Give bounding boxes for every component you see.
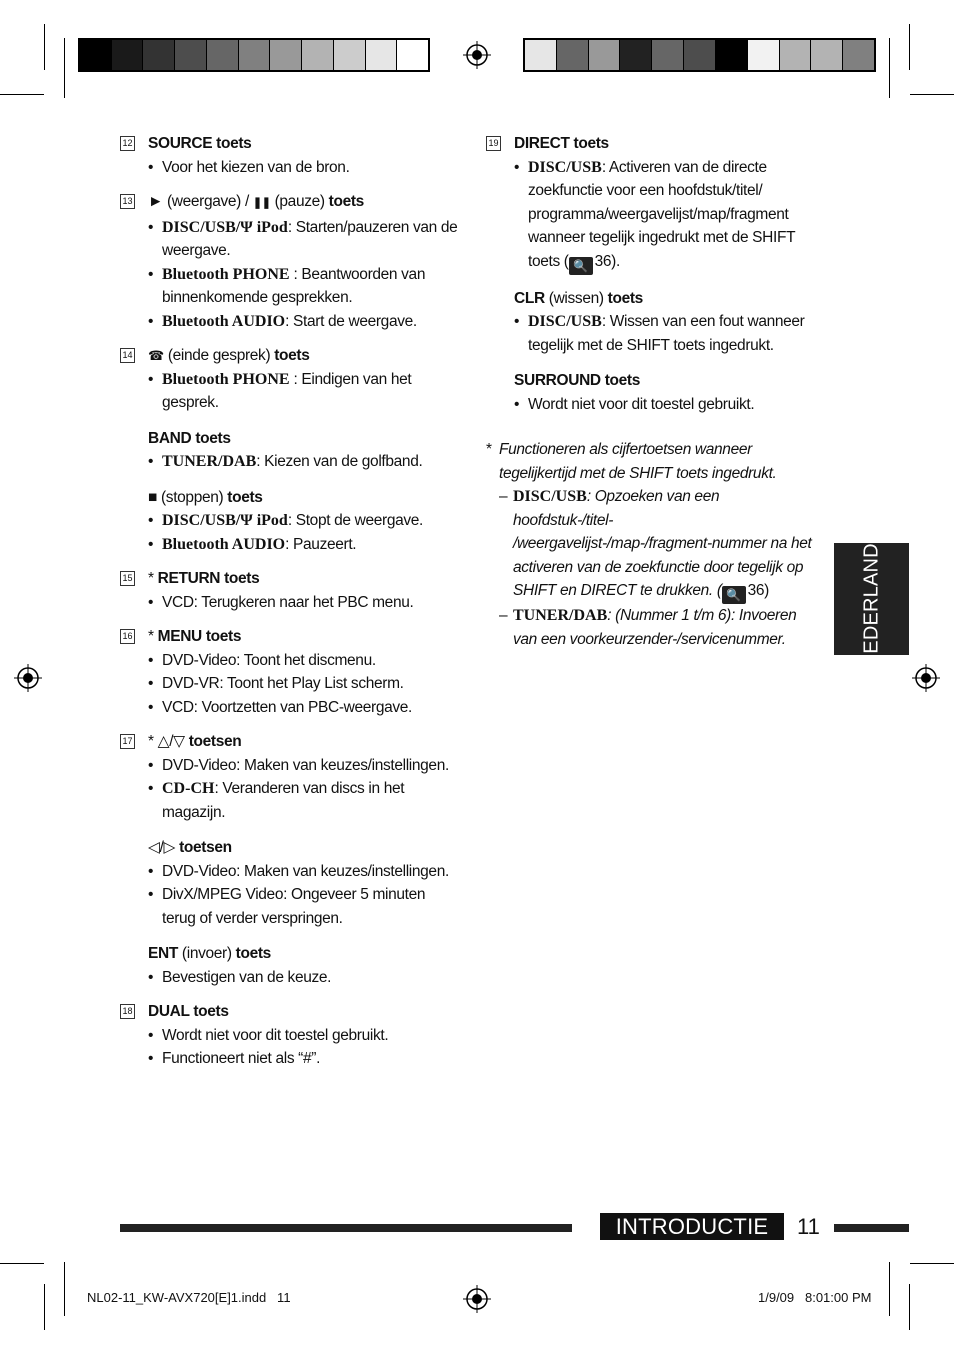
- slug-date-info: 1/9/09 8:01:00 PM: [758, 1290, 872, 1305]
- slug-file-info: NL02-11_KW-AVX720[E]1.indd 11: [87, 1290, 291, 1305]
- subsection-title: BAND toets: [148, 429, 231, 447]
- usb-icon: Ψ: [240, 218, 253, 236]
- color-swatch: [780, 40, 812, 70]
- color-swatch: [589, 40, 621, 70]
- list-item: • VCD: Voortzetten van PBC-weergave.: [148, 696, 460, 720]
- color-swatch: [620, 40, 652, 70]
- color-swatch: [716, 40, 748, 70]
- list-item: • TUNER/DAB: Kiezen van de golfband.: [148, 450, 460, 474]
- pause-icon: ❚❚: [252, 197, 271, 209]
- up-down-icon: △/▽: [157, 733, 185, 750]
- item-number: 14: [120, 348, 135, 363]
- item-number: 13: [120, 194, 135, 209]
- list-item: • Bevestigen van de keuze.: [148, 966, 460, 990]
- list-item: • DISC/USB: Activeren van de directe zoekfunctie voor een hoofdstuk/titel/ programma/weergavelijst/map/fragment wanneer tegelijk ingedrukt met de SHIFT toets ( 🔍 36).: [514, 156, 812, 275]
- color-swatch: [302, 40, 334, 70]
- list-item: • CD-CH: Veranderen van discs in het magazijn.: [148, 777, 460, 824]
- subsection-title: ◁/▷ toetsen: [148, 839, 232, 856]
- list-item: • Bluetooth PHONE : Eindigen van het gesprek.: [148, 368, 460, 415]
- item-number: 12: [120, 136, 135, 151]
- subsection-title: ■ (stoppen) toets: [148, 488, 263, 506]
- section-title: * RETURN toets: [148, 570, 260, 587]
- left-column: [120, 132, 460, 1082]
- section-title: * △/▽ toetsen: [148, 733, 242, 750]
- crop-mark: [910, 1263, 954, 1264]
- list-item: • DivX/MPEG Video: Ongeveer 5 minuten terug of verder verspringen.: [148, 883, 460, 930]
- color-swatch: [748, 40, 780, 70]
- color-swatch: [525, 40, 557, 70]
- list-item: • DVD-Video: Maken van keuzes/instellingen.: [148, 754, 460, 778]
- section-18: [120, 1000, 460, 1071]
- registration-mark-icon: [912, 664, 940, 692]
- footnote-dash-item: – TUNER/DAB: (Nummer 1 t/m 6): Invoeren van een voorkeurzender-/servicenummer.: [499, 607, 797, 648]
- item-number: 19: [486, 136, 501, 151]
- color-swatch: [843, 40, 874, 70]
- section-15: [120, 567, 460, 614]
- crop-mark: [910, 94, 954, 95]
- list-item: • DISC/USB: Wissen van een fout wanneer tegelijk met de SHIFT toets ingedrukt.: [514, 310, 812, 357]
- section-13: [120, 190, 460, 333]
- list-item: • DISC/USB/Ψ iPod: Stopt de weergave.: [148, 509, 460, 533]
- stop-icon: ■: [148, 488, 158, 506]
- section-title: SOURCE toets: [148, 135, 252, 152]
- section-19: [486, 132, 812, 416]
- item-number: 18: [120, 1004, 135, 1019]
- registration-mark-icon: [14, 664, 42, 692]
- color-swatch: [112, 40, 144, 70]
- crop-mark: [0, 1263, 44, 1264]
- phone-end-icon: ☎: [148, 348, 164, 363]
- subsection-title: SURROUND toets: [514, 372, 640, 389]
- list-item: • VCD: Terugkeren naar het PBC menu.: [148, 591, 460, 615]
- footer-rule-right: [834, 1224, 909, 1232]
- color-swatch: [80, 40, 112, 70]
- crop-mark: [0, 94, 44, 95]
- color-bar-left: [78, 38, 430, 72]
- list-item: • DVD-Video: Maken van keuzes/instellingen.: [148, 860, 460, 884]
- item-number: 16: [120, 629, 135, 644]
- section-title: * MENU toets: [148, 628, 242, 645]
- color-swatch: [366, 40, 398, 70]
- section-title: DUAL toets: [148, 1003, 229, 1020]
- color-swatch: [557, 40, 589, 70]
- right-column: [486, 132, 812, 651]
- list-item: • Voor het kiezen van de bron.: [148, 156, 460, 180]
- crop-mark: [909, 1284, 910, 1330]
- search-ref-icon: 🔍: [722, 586, 746, 604]
- color-swatch: [239, 40, 271, 70]
- color-swatch: [684, 40, 716, 70]
- language-tab: NEDERLANDS: [834, 543, 909, 655]
- crop-mark: [64, 1262, 65, 1316]
- section-title-footer: INTRODUCTIE: [600, 1213, 784, 1240]
- section-17: [120, 730, 460, 989]
- color-swatch: [652, 40, 684, 70]
- color-swatch: [207, 40, 239, 70]
- registration-mark-icon: [463, 1285, 491, 1313]
- crop-mark: [44, 1284, 45, 1330]
- list-item: • DISC/USB/Ψ iPod: Starten/pauzeren van de weergave.: [148, 216, 460, 263]
- crop-mark: [909, 24, 910, 70]
- item-number: 15: [120, 571, 135, 586]
- section-title: DIRECT toets: [514, 135, 609, 152]
- section-title: ► (weergave) / ❚❚ (pauze) toets: [148, 193, 364, 210]
- list-item: • Bluetooth PHONE : Beantwoorden van binnenkomende gesprekken.: [148, 263, 460, 310]
- page-number: 11: [797, 1214, 820, 1239]
- item-number: 17: [120, 734, 135, 749]
- list-item: • DVD-Video: Toont het discmenu.: [148, 649, 460, 673]
- section-16: [120, 625, 460, 719]
- crop-mark: [889, 1262, 890, 1316]
- color-bar-right: [523, 38, 876, 72]
- color-swatch: [270, 40, 302, 70]
- section-14: [120, 344, 460, 556]
- footnote: * Functioneren als cijfertoetsen wanneer tegelijkertijd met de SHIFT toets ingedrukt. – DISC/USB: Opzoeken van een hoofdstuk-/titel- /weergavelijst-/map-/fragment-nummer na het activeren van de zoekfunctie door tegelijk op SHIFT en DIRECT te drukken. ( 🔍 36) – TUNER/DAB: (Nummer 1 t/m 6): Invoeren van een voorkeurzender-/servicenummer.: [486, 438, 812, 651]
- search-ref-icon: 🔍: [569, 257, 593, 275]
- crop-mark: [64, 38, 65, 98]
- color-swatch: [143, 40, 175, 70]
- usb-icon: Ψ: [240, 512, 253, 529]
- footnote-dash-item: – DISC/USB: Opzoeken van een hoofdstuk-/titel- /weergavelijst-/map-/fragment-nummer na het activeren van de zoekfunctie door tegelijk op SHIFT en DIRECT te drukken. ( 🔍 36): [499, 488, 812, 602]
- list-item: • Bluetooth AUDIO: Pauzeert.: [148, 533, 460, 557]
- subsection-title: CLR (wissen) toets: [514, 289, 643, 307]
- crop-mark: [889, 38, 890, 98]
- section-12: [120, 132, 460, 179]
- footnote-text: Functioneren als cijfertoetsen wanneer tegelijkertijd met de SHIFT toets ingedrukt.: [499, 441, 777, 482]
- crop-mark: [44, 24, 45, 70]
- footer-rule-left: [120, 1224, 572, 1232]
- color-swatch: [334, 40, 366, 70]
- color-swatch: [397, 40, 428, 70]
- list-item: • Bluetooth AUDIO: Start de weergave.: [148, 310, 460, 334]
- list-item: • DVD-VR: Toont het Play List scherm.: [148, 672, 460, 696]
- play-icon: ►: [148, 193, 163, 210]
- section-title: ☎ (einde gesprek) toets: [148, 347, 310, 364]
- color-swatch: [811, 40, 843, 70]
- left-right-icon: ◁/▷: [148, 839, 176, 856]
- list-item: • Wordt niet voor dit toestel gebruikt.: [148, 1024, 460, 1048]
- list-item: • Wordt niet voor dit toestel gebruikt.: [514, 393, 812, 417]
- subsection-title: ENT (invoer) toets: [148, 945, 271, 962]
- color-swatch: [175, 40, 207, 70]
- list-item: • Functioneert niet als “#”.: [148, 1047, 460, 1071]
- registration-mark-icon: [463, 41, 491, 69]
